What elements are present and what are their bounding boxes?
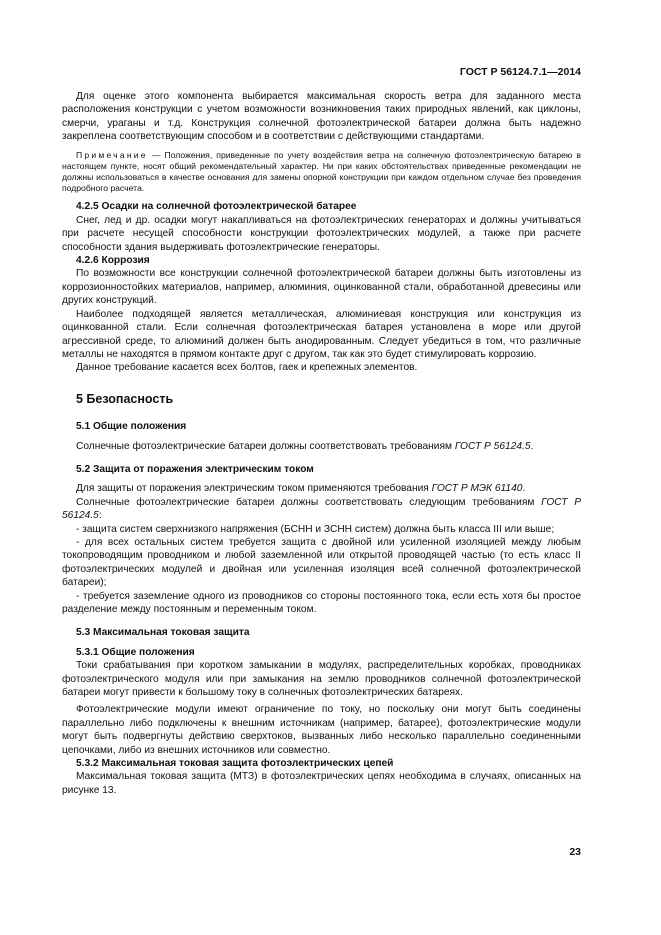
standard-reference: ГОСТ Р 56124.5 — [62, 496, 582, 522]
paragraph: Наиболее подходящей является металлическая, алюминиевая конструкция или конструкция из оцинкованной стали. Если солнечная фотоэлектрическая батарея установлена в море или другой агрессивной среде, то алюминий должен быть анодированным. Следует убедиться в том, что различные металлы не находятся в прямом контакте друг с другом, так как это будет стимулировать коррозию. — [62, 308, 581, 360]
section-heading-5-3-1: 5.3.1 Общие положения — [76, 646, 195, 658]
section-heading-5: 5 Безопасность — [76, 391, 174, 406]
paragraph: Для оценке этого компонента выбирается максимальная скорость ветра для заданного места расположения конструкции с учетом возможности возникновения таких природных явлений, как циклоны, смерчи, ураганы и т.д. Конструкция солнечной фотоэлектрической батареи должна быть надежно закреплена соответствующим способом и в соответствии с действующими стандартами. — [62, 91, 581, 143]
paragraph: Солнечные фотоэлектрические батареи должны соответствовать следующим требованиям ГОСТ Р 56124.5: — [62, 496, 582, 522]
page-content — [62, 90, 581, 797]
standard-reference: ГОСТ Р 56124.5 — [454, 440, 531, 452]
section-heading-4-2-5: 4.2.5 Осадки на солнечной фотоэлектрической батарее — [76, 201, 357, 213]
paragraph: Солнечные фотоэлектрические батареи должны соответствовать требованиям ГОСТ Р 56124.5. — [76, 440, 534, 452]
section-heading-5-3-2: 5.3.2 Максимальная токовая защита фотоэлектрических цепей — [76, 758, 394, 770]
list-item: - требуется заземление одного из проводников со стороны постоянного тока, если есть хотя бы простое разделение между постоянным и переменным током. — [62, 590, 581, 615]
list-item: - для всех остальных систем требуется защита с двойной или усиленной изоляцией между любым токопроводящим проводником и любой заземленной или открытой проводящей частью (то есть класс II фотоэлектрических модулей и двойная или усиленная изоляция всей солнечной фотоэлектрической батареи); — [62, 536, 581, 589]
paragraph: Токи срабатывания при коротком замыкании в модулях, распределительных коробках, проводниках фотоэлектрического модуля или при замыкания на землю проводников солнечной фотоэлектрической батареи могут привести к большому току в солнечных фотоэлектрических батареях. — [62, 660, 581, 699]
note-label: Примечание — [76, 149, 148, 160]
document-number: ГОСТ Р 56124.7.1—2014 — [459, 66, 581, 78]
paragraph: Снег, лед и др. осадки могут накапливаться на фотоэлектрических генераторах и должны учитываться при расчете несущей способности конструкции фотоэлектрических модулей, а также при расчете способности здания выдерживать фотоэлектрические генераторы. — [62, 214, 581, 253]
list-item: - защита систем сверхнизкого напряжения (БСНН и ЗСНН систем) должна быть класса III или выше; — [76, 523, 555, 535]
section-heading-5-3: 5.3 Максимальная токовая защита — [76, 627, 250, 639]
section-heading-4-2-6: 4.2.6 Коррозия — [76, 255, 150, 267]
paragraph: Фотоэлектрические модули имеют ограничение по току, но поскольку они могут быть соединены параллельно либо подключены к внешним источникам (например, батарее), фотоэлектрические модули могут быть подвергнуты действию сверхтоков, вызванных либо несколько параллельно соединенными цепочками, либо из внешних источников или совместно. — [62, 704, 581, 756]
paragraph: Данное требование касается всех болтов, гаек и крепежных элементов. — [76, 362, 418, 374]
section-heading-5-1: 5.1 Общие положения — [76, 421, 187, 433]
paragraph: По возможности все конструкции солнечной фотоэлектрической батареи должны быть изготовлены из коррозионностойких материалов, например, алюминия, оцинкованной стали, обработанной древесины или других конструкций. — [62, 268, 581, 307]
page-number: 23 — [569, 846, 581, 858]
note-text: — Положения, приведенные по учету воздействия ветра на солнечную фотоэлектрическую батарею в настоящем пункте, носят общий рекомендательный характер. Ни при каких обстоятельствах приведенные рекомендации не должны использоваться в качестве основания для замены опорной конструкции при каждом отдельном случае без проведения подробного расчета. — [62, 149, 581, 194]
note — [62, 150, 581, 195]
paragraph: Для защиты от поражения электрическим током применяются требования ГОСТ Р МЭК 61140. — [76, 483, 526, 495]
paragraph: Максимальная токовая защита (МТЗ) в фотоэлектрических цепях необходима в случаях, описанных на рисунке 13. — [62, 771, 581, 796]
standard-reference: ГОСТ Р МЭК 61140 — [431, 483, 523, 495]
section-heading-5-2: 5.2 Защита от поражения электрическим током — [76, 463, 314, 475]
